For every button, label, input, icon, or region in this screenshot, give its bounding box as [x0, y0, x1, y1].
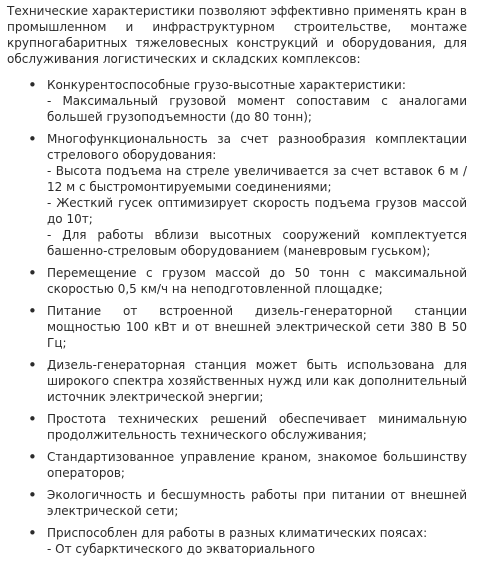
feature-line: • Дизель-генераторная станция может быть использована для широкого спектра хозяйственных нужд или как дополнительный источник электрической энергии;	[47, 358, 467, 404]
intro-paragraph: Технические характеристики позволяют эффективно применять кран в промышленном и инфраструктурном строительстве, монтаже крупногабаритных тяжеловесных конструкций и оборудования, для обслуживания логистических и складских комплексов:	[7, 4, 467, 66]
feature-item-8	[7, 487, 467, 519]
feature-item-4	[7, 303, 467, 351]
feature-line: • Экологичность и бесшумность работы при питании от внешней электрической сети;	[47, 488, 467, 518]
feature-item-7	[7, 449, 467, 481]
features-list	[7, 77, 467, 557]
feature-item-9	[7, 525, 467, 557]
document-body	[7, 3, 467, 563]
feature-line: - Для работы вблизи высотных сооружений комплектуется башенно-стреловым оборудованием (маневровым гуськом);	[47, 228, 467, 258]
feature-line: • Стандартизованное управление краном, знакомое большинству операторов;	[47, 450, 467, 480]
feature-line: • Приспособлен для работы в разных климатических поясах:	[47, 526, 428, 540]
feature-item-2	[7, 131, 467, 259]
feature-line: • Перемещение с грузом массой до 50 тонн с максимальной скоростью 0,5 км/ч на неподготовленной площадке;	[47, 266, 467, 296]
feature-line: - От субарктического до экваториального	[47, 542, 316, 556]
feature-line: - Высота подъема на стреле увеличивается за счет вставок 6 м / 12 м с быстромонтируемыми соединениями;	[47, 164, 467, 194]
feature-item-6	[7, 411, 467, 443]
feature-item-3	[7, 265, 467, 297]
feature-line: • Многофункциональность за счет разнообразия комплектации стрелового оборудования:	[47, 132, 467, 162]
feature-line: • Питание от встроенной дизель-генераторной станции мощностью 100 кВт и от внешней электрической сети 380 В 50 Гц;	[47, 304, 467, 350]
feature-line: - Жесткий гусек оптимизирует скорость подъема грузов массой до 10т;	[47, 196, 467, 226]
feature-line: • Конкурентоспособные грузо-высотные характеристики:	[47, 78, 406, 92]
feature-item-1	[7, 77, 467, 125]
feature-line: - Максимальный грузовой момент сопоставим с аналогами большей грузоподъемности (до 80 тонн);	[47, 94, 467, 124]
feature-item-5	[7, 357, 467, 405]
feature-line: • Простота технических решений обеспечивает минимальную продолжительность технического обслуживания;	[47, 412, 467, 442]
